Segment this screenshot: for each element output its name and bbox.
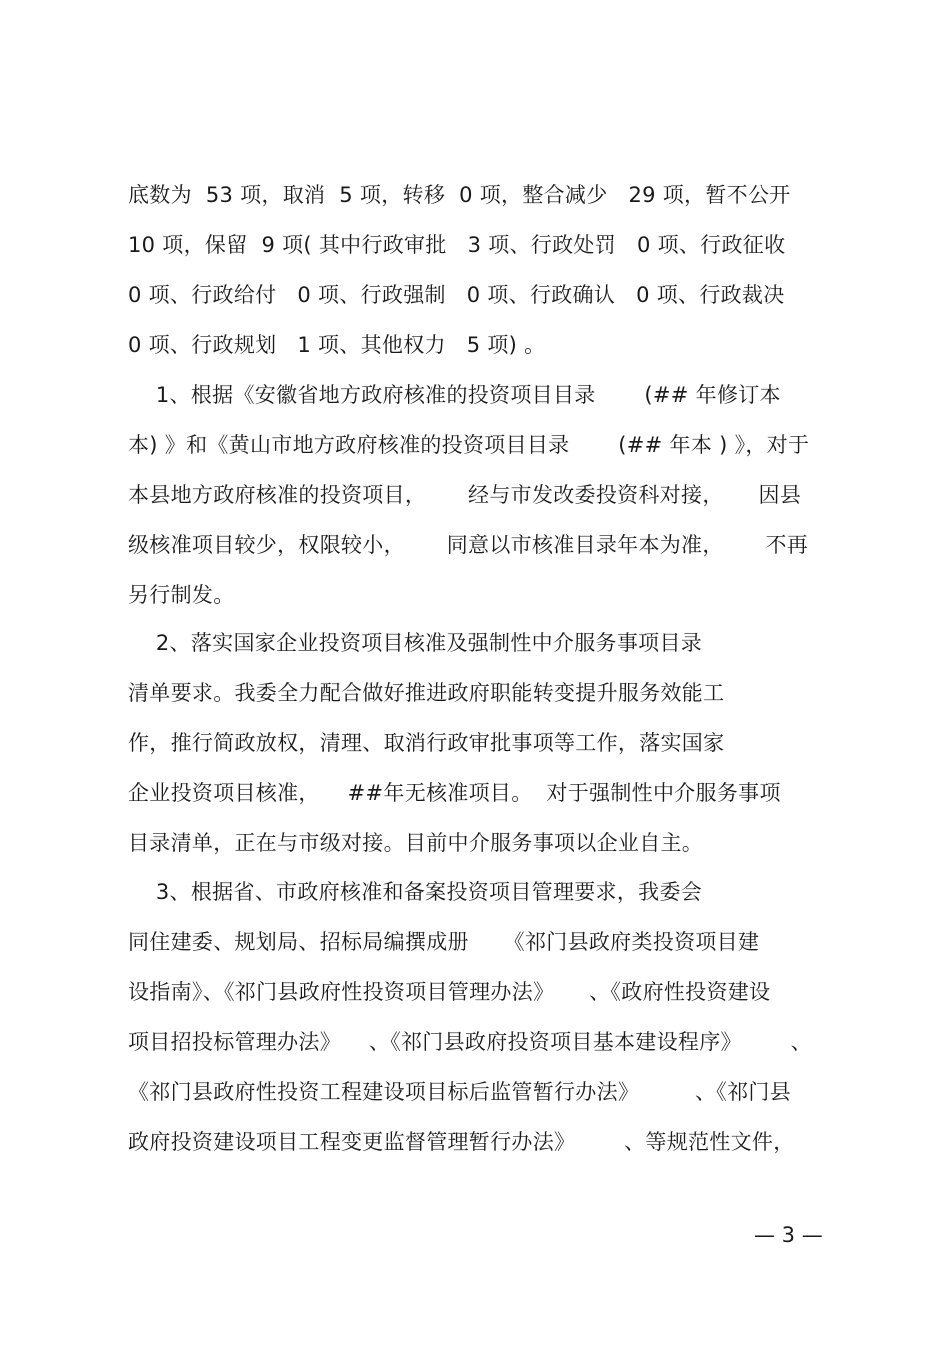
text-line: 同住建委、规划局、招标局编撰成册 《祁门县政府类投资项目建: [128, 930, 760, 954]
text-line: 另行制发。: [128, 583, 235, 607]
text-line: 政府投资建设项目工程变更监督管理暂行办法》 、等规范性文件，: [128, 1130, 795, 1154]
text-line: 作，推行简政放权，清理、取消行政审批事项等工作，落实国家: [128, 731, 725, 755]
text-line: 0 项、行政给付 0 项、行政强制 0 项、行政确认 0 项、行政裁决: [128, 283, 785, 307]
text-line: 2、落实国家企业投资项目核准及强制性中介服务事项目录: [128, 631, 703, 655]
text-line: 项目招投标管理办法》 、《祁门县政府投资项目基本建设程序》 、: [128, 1030, 812, 1054]
text-line: 清单要求。我委全力配合做好推进政府职能转变提升服务效能工: [128, 681, 725, 705]
text-line: 本) 》和《黄山市地方政府核准的投资项目目录 (## 年本 ) 》，对于: [128, 433, 810, 457]
text-line: 设指南》、《祁门县政府性投资项目管理办法》 、《政府性投资建设: [128, 980, 771, 1004]
text-line: 10 项，保留 9 项( 其中行政审批 3 项、行政处罚 0 项、行政征收: [128, 233, 786, 257]
text-line: 级核准项目较少，权限较小， 同意以市核准目录年本为准， 不再: [128, 533, 809, 557]
text-line: 目录清单，正在与市级对接。目前中介服务事项以企业自主。: [128, 831, 704, 855]
text-line: 1、根据《安徽省地方政府核准的投资项目目录 (## 年修订本: [128, 383, 781, 407]
text-line: 企业投资项目核准， ##年无核准项目。 对于强制性中介服务事项: [128, 781, 781, 805]
text-line: 3、根据省、市政府核准和备案投资项目管理要求，我委会: [128, 880, 703, 904]
text-line: 《祁门县政府性投资工程建设项目标后监管暂行办法》 、《祁门县: [128, 1080, 791, 1104]
text-line: 本县地方政府核准的投资项目， 经与市发改委投资科对接， 因县: [128, 483, 802, 507]
text-line: 0 项、行政规划 1 项、其他权力 5 项) 。: [128, 333, 546, 357]
page-number: — 3 —: [754, 1223, 823, 1247]
text-line: 底数为 53 项，取消 5 项，转移 0 项，整合减少 29 项，暂不公开: [128, 183, 791, 207]
